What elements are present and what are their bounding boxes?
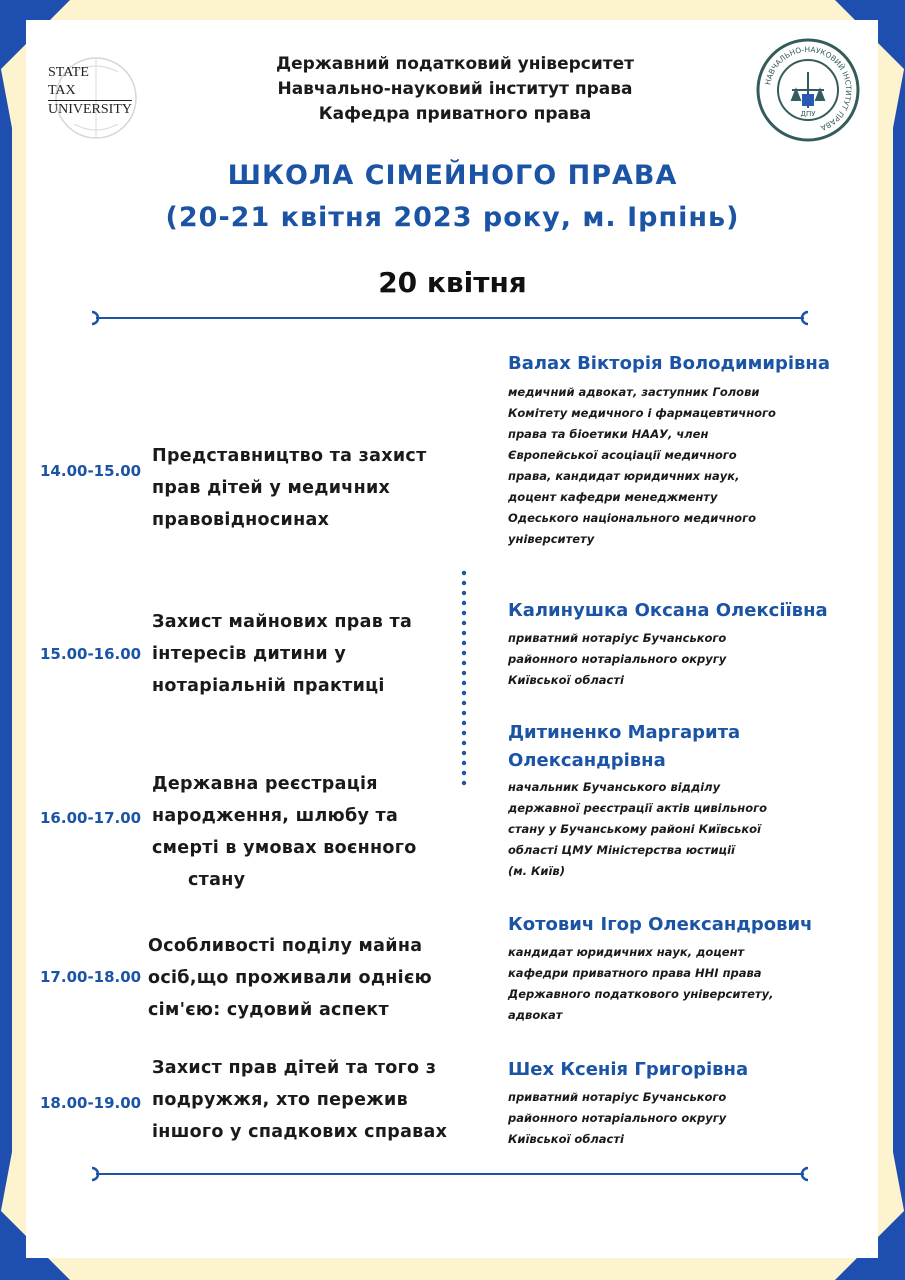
desc-line: стану у Бучанському районі Київської: [508, 822, 761, 836]
university-logo-text: [48, 64, 132, 119]
session-time: 18.00-19.00: [40, 1094, 142, 1112]
header-block: [200, 52, 710, 127]
desc-line: районного нотаріального округу: [508, 652, 727, 666]
seal-ring-text: НАВЧАЛЬНО-НАУКОВИЙ ІНСТИТУТ ПРАВА: [763, 44, 854, 133]
logo-line: UNIVERSITY: [48, 102, 132, 117]
topic-line: Особливості поділу майна: [148, 936, 423, 956]
topic-line: стану: [188, 870, 246, 890]
desc-line: адвокат: [508, 1008, 563, 1022]
desc-line: університету: [508, 532, 595, 546]
session-topic: [152, 440, 452, 536]
speaker-name: [508, 719, 848, 775]
speaker-name: Валах Вікторія Володимирівна: [508, 353, 830, 374]
desc-line: державної реєстрації актів цивільного: [508, 801, 768, 815]
topic-line: Захист майнових прав та: [152, 612, 413, 632]
desc-line: кафедри приватного права ННІ права: [508, 966, 762, 980]
desc-line: Державного податкового університету,: [508, 987, 774, 1001]
session-time: 17.00-18.00: [40, 968, 142, 986]
topic-line: сім'єю: судовий аспект: [148, 1000, 389, 1020]
topic-line: Захист прав дітей та того з: [152, 1058, 437, 1078]
topic-line: Державна реєстрація: [152, 774, 378, 794]
speaker-description: [508, 382, 798, 550]
session-topic: [148, 930, 448, 1026]
topic-line: правовідносинах: [152, 510, 330, 530]
speaker-name: Шех Ксенія Григорівна: [508, 1059, 749, 1080]
desc-line: медичний адвокат, заступник Голови: [508, 385, 760, 399]
topic-line: подружжя, хто пережив: [152, 1090, 408, 1110]
speaker-name: Калинушка Оксана Олексіївна: [508, 600, 828, 621]
desc-line: (м. Київ): [508, 864, 565, 878]
session-time: 15.00-16.00: [40, 645, 142, 663]
name-line: Дитиненко Маргарита: [508, 722, 741, 743]
topic-line: осіб,що проживали однією: [148, 968, 432, 988]
speaker-name: Котович Ігор Олександрович: [508, 914, 813, 935]
desc-line: начальник Бучанського відділу: [508, 780, 721, 794]
topic-line: народження, шлюбу та: [152, 806, 399, 826]
divider-bottom: [88, 1166, 812, 1182]
topic-line: нотаріальній практиці: [152, 676, 385, 696]
header-department: Кафедра приватного права: [318, 104, 592, 124]
desc-line: Одеського національного медичного: [508, 511, 756, 525]
seal-abbr: ДПУ: [800, 110, 816, 118]
desc-line: області ЦМУ Міністерства юстиції: [508, 843, 735, 857]
session-time: 14.00-15.00: [40, 462, 142, 480]
logo-line: TAX: [48, 83, 76, 98]
speaker-description: [508, 942, 798, 1026]
desc-line: права та біоетики НААУ, член: [508, 427, 709, 441]
topic-line: Представництво та захист: [152, 446, 427, 466]
session-topic: [152, 768, 452, 896]
topic-line: смерті в умовах воєнного: [152, 838, 417, 858]
left-edge-decoration: [0, 0, 12, 1280]
topic-line: прав дітей у медичних: [152, 478, 391, 498]
header-institute: Навчально-науковий інститут права: [277, 79, 633, 99]
event-dates: (20-21 квітня 2023 року, м. Ірпінь): [165, 202, 740, 233]
speaker-description: [508, 777, 798, 882]
desc-line: кандидат юридичних наук, доцент: [508, 945, 745, 959]
event-title: ШКОЛА СІМЕЙНОГО ПРАВА: [227, 160, 678, 191]
day-heading: 20 квітня: [378, 266, 527, 299]
desc-line: Київської області: [508, 1132, 624, 1146]
header-university: Державний податковий університет: [275, 54, 634, 74]
speaker-description: [508, 1087, 798, 1150]
desc-line: Київської області: [508, 673, 624, 687]
right-edge-decoration: [893, 0, 905, 1280]
divider-top: [88, 310, 812, 326]
desc-line: права, кандидат юридичних наук,: [508, 469, 740, 483]
logo-line: STATE: [48, 65, 89, 80]
institute-seal-icon: [756, 38, 860, 142]
session-time: 16.00-17.00: [40, 809, 142, 827]
name-line: Олександрівна: [508, 750, 666, 771]
session-topic: [152, 1052, 452, 1148]
speaker-description: [508, 628, 798, 691]
desc-line: Європейської асоціації медичного: [508, 448, 737, 462]
session-topic: [152, 606, 452, 702]
topic-line: інтересів дитини у: [152, 644, 347, 664]
desc-line: Комітету медичного і фармацевтичного: [508, 406, 776, 420]
desc-line: приватний нотаріус Бучанського: [508, 1090, 727, 1104]
desc-line: приватний нотаріус Бучанського: [508, 631, 727, 645]
dotted-separator: [461, 570, 467, 790]
desc-line: доцент кафедри менеджменту: [508, 490, 718, 504]
topic-line: іншого у спадкових справах: [152, 1122, 448, 1142]
desc-line: районного нотаріального округу: [508, 1111, 727, 1125]
